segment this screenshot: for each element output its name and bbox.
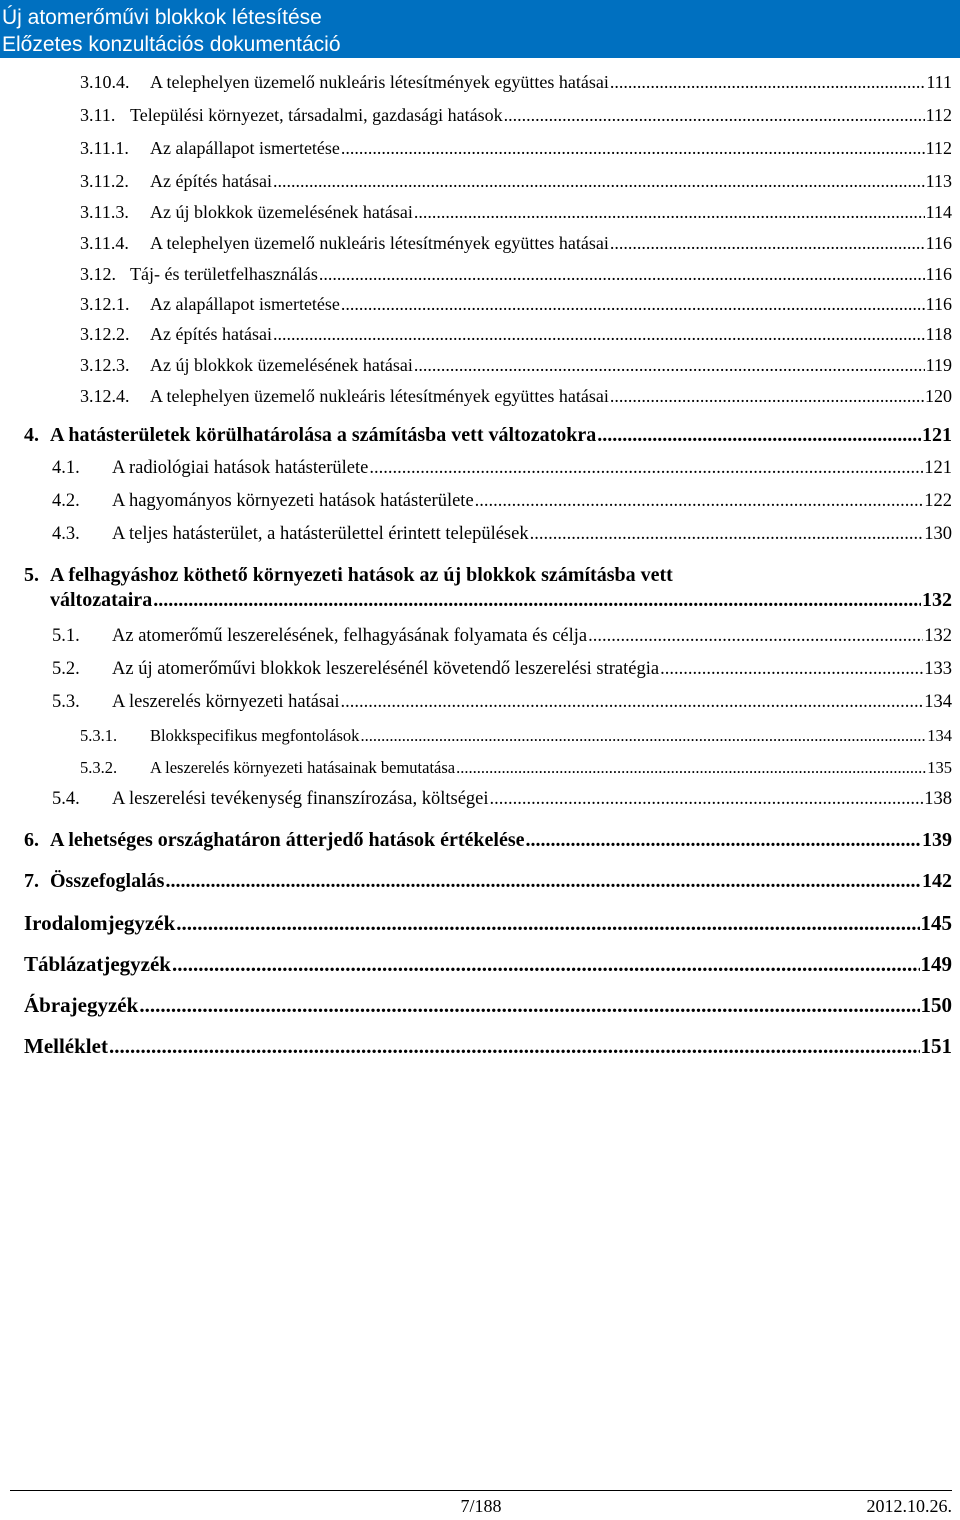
- toc-entry[interactable]: [80, 355, 952, 376]
- toc-entry[interactable]: [52, 659, 952, 680]
- toc-page: 134: [927, 726, 952, 745]
- toc-title: Az alapállapot ismertetése: [150, 294, 340, 314]
- toc-entry-chapter[interactable]: [24, 424, 952, 447]
- toc-title: Blokkspecifikus megfontolások: [150, 726, 360, 745]
- toc-leader: [109, 1034, 920, 1059]
- toc-number: 4.1.: [52, 458, 80, 478]
- toc-leader: [610, 72, 925, 93]
- toc-title-line1: A felhagyáshoz köthető környezeti hatások az új blokkok számításba vett: [50, 564, 673, 586]
- toc-title: Az építés hatásai: [150, 324, 272, 344]
- toc-title: A hatásterületek körülhatárolása a számításba vett változatokra: [50, 424, 597, 446]
- toc-page: 119: [925, 355, 952, 375]
- toc-leader: [172, 952, 920, 977]
- toc-title: Irodalomjegyzék: [24, 911, 176, 935]
- toc-title-line2: változataira: [50, 589, 153, 611]
- toc-leader: [139, 993, 919, 1018]
- toc-number: 3.11.2.: [80, 171, 129, 191]
- toc-title: A telephelyen üzemelő nukleáris létesítmények együttes hatásai: [150, 386, 609, 406]
- toc-leader: [475, 491, 924, 512]
- header-title: Új atomerőművi blokkok létesítése: [2, 6, 322, 29]
- toc-page: 112: [925, 105, 952, 125]
- toc-entry-chapter[interactable]: [24, 993, 952, 1018]
- toc-entry[interactable]: [80, 264, 952, 285]
- toc-entry[interactable]: [52, 524, 952, 545]
- toc-page: 139: [922, 829, 952, 851]
- toc-entry-chapter[interactable]: [24, 564, 952, 612]
- toc-page: 118: [925, 324, 952, 344]
- toc-entry-chapter[interactable]: [24, 1034, 952, 1059]
- toc-page: 116: [925, 233, 952, 253]
- toc-page: 145: [920, 911, 952, 935]
- toc-leader: [273, 324, 925, 345]
- toc-number: 5.3.: [52, 692, 80, 712]
- toc-entry[interactable]: [80, 233, 952, 254]
- toc-entry[interactable]: [80, 171, 952, 192]
- header-subtitle: Előzetes konzultációs dokumentáció: [2, 33, 341, 56]
- toc-page: 113: [925, 171, 952, 191]
- toc-leader: [414, 202, 925, 223]
- page-number: 7/188: [460, 1496, 502, 1516]
- toc-leader: [490, 789, 924, 810]
- toc-leader: [588, 626, 923, 647]
- toc-number: 3.10.4.: [80, 72, 130, 92]
- toc-number: 5.3.2.: [80, 758, 118, 777]
- toc-number: 3.12.: [80, 264, 116, 284]
- toc-page: 135: [927, 758, 952, 777]
- toc-leader: [341, 138, 925, 159]
- toc-title: Összefoglalás: [50, 870, 165, 892]
- toc-page: 116: [925, 294, 952, 314]
- toc-page: 132: [924, 626, 952, 646]
- toc-page: 142: [922, 870, 952, 892]
- toc-title: Táj- és területfelhasználás: [130, 264, 318, 284]
- toc-entry[interactable]: [80, 386, 952, 407]
- toc-number: 3.11.4.: [80, 233, 129, 253]
- toc-page: 150: [920, 993, 952, 1017]
- document-header: [0, 0, 960, 58]
- toc-number: 5.4.: [52, 789, 80, 809]
- toc-entry[interactable]: [52, 789, 952, 810]
- toc-entry-chapter[interactable]: [24, 829, 952, 852]
- toc-title: A radiológiai hatások hatásterülete: [112, 458, 369, 478]
- toc-entry[interactable]: [80, 138, 952, 159]
- toc-page: 151: [920, 1034, 952, 1058]
- toc-page: 122: [924, 491, 952, 511]
- toc-title: A telephelyen üzemelő nukleáris létesítmények együttes hatásai: [150, 72, 609, 92]
- toc-entry[interactable]: [52, 692, 952, 713]
- toc-title: Melléklet: [24, 1034, 108, 1058]
- toc-page: 121: [924, 458, 952, 478]
- toc-entry[interactable]: [52, 458, 952, 479]
- toc-title: Az új blokkok üzemelésének hatásai: [150, 202, 413, 222]
- toc-leader: [341, 692, 924, 713]
- toc-title: Ábrajegyzék: [24, 993, 139, 1017]
- toc-page: 133: [924, 659, 952, 679]
- toc-leader: [360, 726, 926, 746]
- toc-number: 6.: [24, 829, 39, 851]
- toc-number: 4.3.: [52, 524, 80, 544]
- toc-number: 3.12.1.: [80, 294, 130, 314]
- toc-leader: [153, 589, 921, 612]
- toc-entry[interactable]: [80, 294, 952, 315]
- toc-leader: [369, 458, 923, 479]
- toc-leader: [660, 659, 923, 680]
- toc-leader: [341, 294, 925, 315]
- toc-title: Az új blokkok üzemelésének hatásai: [150, 355, 413, 375]
- toc-page: 116: [925, 264, 952, 284]
- toc-number: 3.11.: [80, 105, 116, 125]
- toc-page: 112: [925, 138, 952, 158]
- toc-number: 4.: [24, 424, 39, 446]
- toc-leader: [414, 355, 925, 376]
- toc-number: 3.12.4.: [80, 386, 130, 406]
- toc-number: 5.3.1.: [80, 726, 118, 745]
- toc-number: 3.12.3.: [80, 355, 130, 375]
- toc-page: 111: [926, 72, 952, 92]
- toc-entry-chapter[interactable]: [24, 870, 952, 893]
- toc-number: 5.2.: [52, 659, 80, 679]
- toc-title: Az atomerőmű leszerelésének, felhagyásának folyamata és célja: [112, 626, 588, 646]
- toc-number: 5.1.: [52, 626, 80, 646]
- toc-leader: [526, 829, 921, 852]
- toc-page: 120: [925, 386, 952, 406]
- toc-entry-chapter[interactable]: [24, 911, 952, 936]
- toc-entry[interactable]: [80, 202, 952, 223]
- toc-leader: [273, 171, 925, 192]
- toc-title: Az építés hatásai: [150, 171, 272, 191]
- toc-leader: [504, 105, 925, 126]
- toc-entry[interactable]: [80, 72, 952, 93]
- toc-leader: [319, 264, 925, 285]
- toc-page: 149: [920, 952, 952, 976]
- toc-page: 132: [922, 589, 952, 611]
- toc-number: 4.2.: [52, 491, 80, 511]
- toc-title: A hagyományos környezeti hatások hatásterülete: [112, 491, 474, 511]
- toc-title: A leszerelési tevékenység finanszírozása, költségei: [112, 789, 489, 809]
- toc-entry[interactable]: [52, 626, 952, 647]
- toc-number: 5.: [24, 564, 39, 586]
- toc-title: Az alapállapot ismertetése: [150, 138, 340, 158]
- toc-leader: [176, 911, 919, 936]
- toc-title: Települési környezet, társadalmi, gazdasági hatások: [130, 105, 503, 125]
- toc-leader: [597, 424, 921, 447]
- toc-title: Az új atomerőművi blokkok leszerelésénél követendő leszerelési stratégia: [112, 659, 660, 679]
- toc-entry[interactable]: [80, 105, 952, 126]
- toc-number: 3.11.1.: [80, 138, 129, 158]
- toc-entry[interactable]: [80, 726, 952, 746]
- toc-number: 3.11.3.: [80, 202, 129, 222]
- toc-leader: [530, 524, 924, 545]
- toc-leader: [456, 758, 926, 778]
- toc-page: 130: [924, 524, 952, 544]
- toc-title: A lehetséges országhatáron átterjedő hatások értékelése: [50, 829, 525, 851]
- toc-number: 7.: [24, 870, 39, 892]
- toc-page: 138: [924, 789, 952, 809]
- toc-title: A telephelyen üzemelő nukleáris létesítmények együttes hatásai: [150, 233, 609, 253]
- toc-number: 3.12.2.: [80, 324, 130, 344]
- toc-entry[interactable]: [80, 324, 952, 345]
- toc-page: 134: [924, 692, 952, 712]
- toc-title: A leszerelés környezeti hatásainak bemutatása: [150, 758, 456, 777]
- toc-leader: [165, 870, 921, 893]
- toc-entry-chapter[interactable]: [24, 952, 952, 977]
- toc-entry[interactable]: [52, 491, 952, 512]
- toc-leader: [610, 233, 925, 254]
- toc-title: Táblázatjegyzék: [24, 952, 171, 976]
- toc-leader: [610, 386, 924, 407]
- toc-page: 121: [922, 424, 952, 446]
- document-date: 2012.10.26.: [866, 1496, 952, 1516]
- toc-title: A leszerelés környezeti hatásai: [112, 692, 340, 712]
- toc-title: A teljes hatásterület, a hatásterülettel érintett települések: [112, 524, 529, 544]
- toc-entry[interactable]: [80, 758, 952, 778]
- toc-page: 114: [925, 202, 952, 222]
